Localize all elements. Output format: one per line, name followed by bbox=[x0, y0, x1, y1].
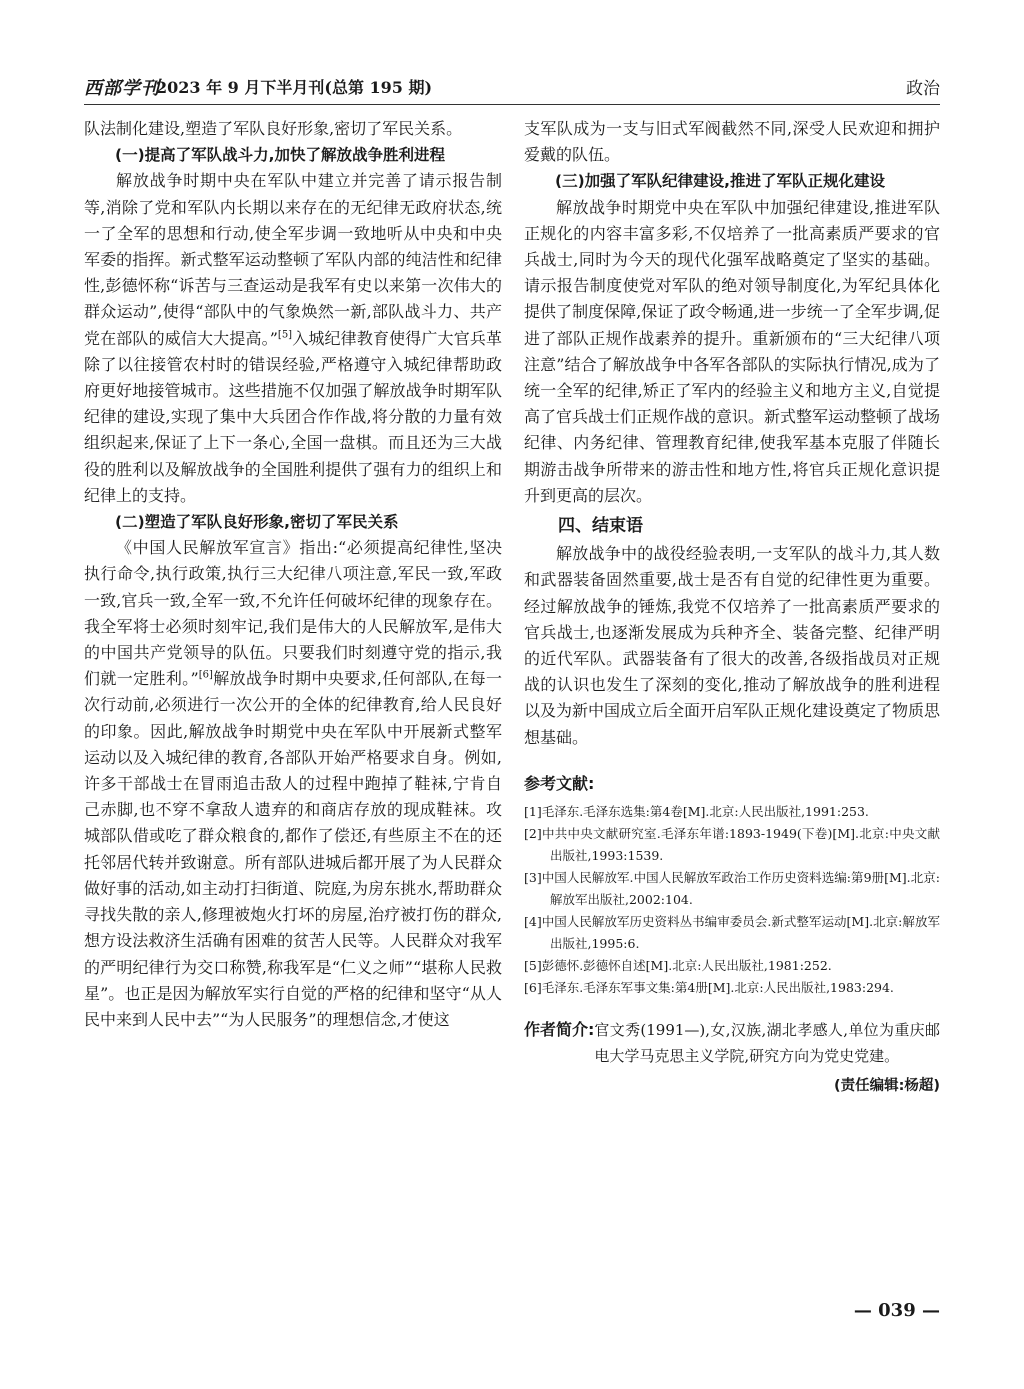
paragraph: 队法制化建设,塑造了军队良好形象,密切了军民关系。 bbox=[84, 119, 463, 138]
header-rule bbox=[84, 104, 940, 105]
subheading: (三)加强了军队纪律建设,推进了军队正规化建设 bbox=[555, 172, 886, 191]
paragraph bbox=[84, 535, 502, 1033]
paragraph: 解放战争时期党中央在军队中加强纪律建设,推进军队正规化的内容丰富多彩,不仅培养了一批高素质严要求的官兵战士,同时为今天的现代化强军战略奠定了坚实的基础。请示报告制度使党对军队的绝对领导制度化,为军纪具体化提供了制度保障,保证了政令畅通,进一步统一了全军步调,促进了部队正规作战素养的提升。重新颁布的“三大纪律八项注意”结合了解放战争中各军各部队的实际执行情况,成为了统一全军的纪律,矫正了军内的经验主义和地方主义,自觉提高了官兵战士们正规作战的意识。新式整军运动整顿了战场纪律、内务纪律、管理教育纪律,使我军基本克服了伴随长期游击战争所带来的游击性和地方性,将官兵正规化意识提升到更高的层次。 bbox=[524, 197, 941, 505]
paragraph-text: 《中国人民解放军宣言》指出:“必须提高纪律性,坚决执行命令,执行政策,执行三大纪律八项注意,军民一致,军政一致,官兵一致,全军一致,不允许任何破坏纪律的现象存在。我全军将士必须时刻牢记,我们是伟大的人民解放军,是伟大的中国共产党领导的队伍。只要我们时刻遵守党的指示,我们就一定胜利。” bbox=[84, 538, 502, 689]
paragraph-text: 解放战争时期中央要求,任何部队,在每一次行动前,必须进行一次公开的全体的纪律教育,给人民良好的印象。因此,解放战争时期党中央在军队中开展新式整军运动以及入城纪律的教育,各部队开始严格要求自身。例如,许多干部战士在冒雨追击敌人的过程中跑掉了鞋袜,宁肯自己赤脚,也不穿不拿敌人遗弃的和商店存放的现成鞋袜。攻城部队借或吃了群众粮食的,都作了偿还,有些原主不在的还托邻居代转并致谢意。所有部队进城后都开展了为人民群众做好事的活动,如主动打扫街道、院庭,为房东挑水,帮助群众寻找失散的亲人,修理被炮火打坏的房屋,治疗被打伤的群众,想方设法救济生活确有困难的贫苦人民等。人民群众对我军的严明纪律行为交口称赞,称我军是“仁义之师”“堪称人民救星”。也正是因为解放军实行自觉的严格的纪律和坚守“从人民中来到人民中去”“为人民服务”的理想信念,才使这 bbox=[84, 669, 502, 1029]
journal-logo: 西部学刊 bbox=[84, 78, 160, 99]
author-text: 官文秀(1991—),女,汉族,湖北孝感人,单位为重庆邮电大学马克思主义学院,研究方向为党史党建。 bbox=[594, 1021, 940, 1066]
right-column bbox=[524, 116, 940, 1099]
editor-note: (责任编辑:杨超) bbox=[833, 1078, 940, 1095]
author-bio bbox=[524, 1017, 940, 1069]
citation: [5] bbox=[277, 329, 293, 341]
citation: [6] bbox=[198, 669, 213, 681]
author-label: 作者简介: bbox=[524, 1020, 595, 1040]
subheading: (一)提高了军队战斗力,加快了解放战争胜利进程 bbox=[115, 146, 446, 165]
issue-info: 2023 年 9 月下半月刊(总第 195 期) bbox=[156, 78, 433, 97]
page-number: — 039 — bbox=[853, 1300, 940, 1321]
section-name: 政治 bbox=[906, 79, 940, 99]
reference-item: [3]中国人民解放军.中国人民解放军政治工作历史资料选编:第9册[M].北京:解放军出版社,2002:104. bbox=[524, 870, 940, 908]
paragraph: 解放战争中的战役经验表明,一支军队的战斗力,其人数和武器装备固然重要,战士是否有自觉的纪律性更为重要。经过解放战争的锤炼,我党不仅培养了一批高素质严要求的官兵战士,也逐渐发展成为兵种齐全、装备完整、纪律严明的近代军队。武器装备有了很大的改善,各级指战员对正规战的认识也发生了深刻的变化,推动了解放战争的胜利进程以及为新中国成立后全面开启军队正规化建设奠定了物质思想基础。 bbox=[524, 544, 941, 747]
reference-item: [6]毛泽东.毛泽东军事文集:第4册[M].北京:人民出版社,1983:294. bbox=[524, 980, 894, 996]
paragraph-text: 入城纪律教育使得广大官兵革除了以往接管农村时的错误经验,严格遵守入城纪律帮助政府更好地接管城市。这些措施不仅加强了解放战争时期军队纪律的建设,实现了集中大兵团合作作战,将分散的力量有效组织起来,保证了上下一条心,全国一盘棋。而且还为三大战役的胜利以及解放战争的全国胜利提供了强有力的组织上和纪律上的支持。 bbox=[84, 328, 502, 505]
page-header bbox=[84, 72, 940, 102]
reference-item: [1]毛泽东.毛泽东选集:第4卷[M].北京:人民出版社,1991:253. bbox=[524, 804, 869, 820]
subheading: (二)塑造了军队良好形象,密切了军民关系 bbox=[115, 513, 399, 532]
section-heading: 四、结束语 bbox=[558, 516, 643, 537]
references-title: 参考文献: bbox=[524, 773, 595, 793]
left-column bbox=[84, 116, 502, 1033]
reference-item: [2]中共中央文献研究室.毛泽东年谱:1893-1949(下卷)[M].北京:中央文献出版社,1993:1539. bbox=[524, 826, 940, 864]
paragraph-text: 解放战争时期中央在军队中建立并完善了请示报告制等,消除了党和军队内长期以来存在的无纪律无政府状态,统一了全军的思想和行动,使全军步调一致地听从中央和中央军委的指挥。新式整军运动整顿了军队内部的纯洁性和纪律性,彭德怀称“诉苦与三查运动是我军有史以来第一次伟大的群众运动”,使得“部队中的气象焕然一新,部队战斗力、共产党在部队的威信大大提高。” bbox=[84, 171, 502, 348]
paragraph: 支军队成为一支与旧式军阀截然不同,深受人民欢迎和拥护爱戴的队伍。 bbox=[524, 119, 940, 165]
reference-item: [5]彭德怀.彭德怀自述[M].北京:人民出版社,1981:252. bbox=[524, 958, 832, 974]
paragraph bbox=[84, 168, 502, 509]
reference-item: [4]中国人民解放军历史资料丛书编审委员会.新式整军运动[M].北京:解放军出版社,1995:6. bbox=[524, 914, 940, 952]
